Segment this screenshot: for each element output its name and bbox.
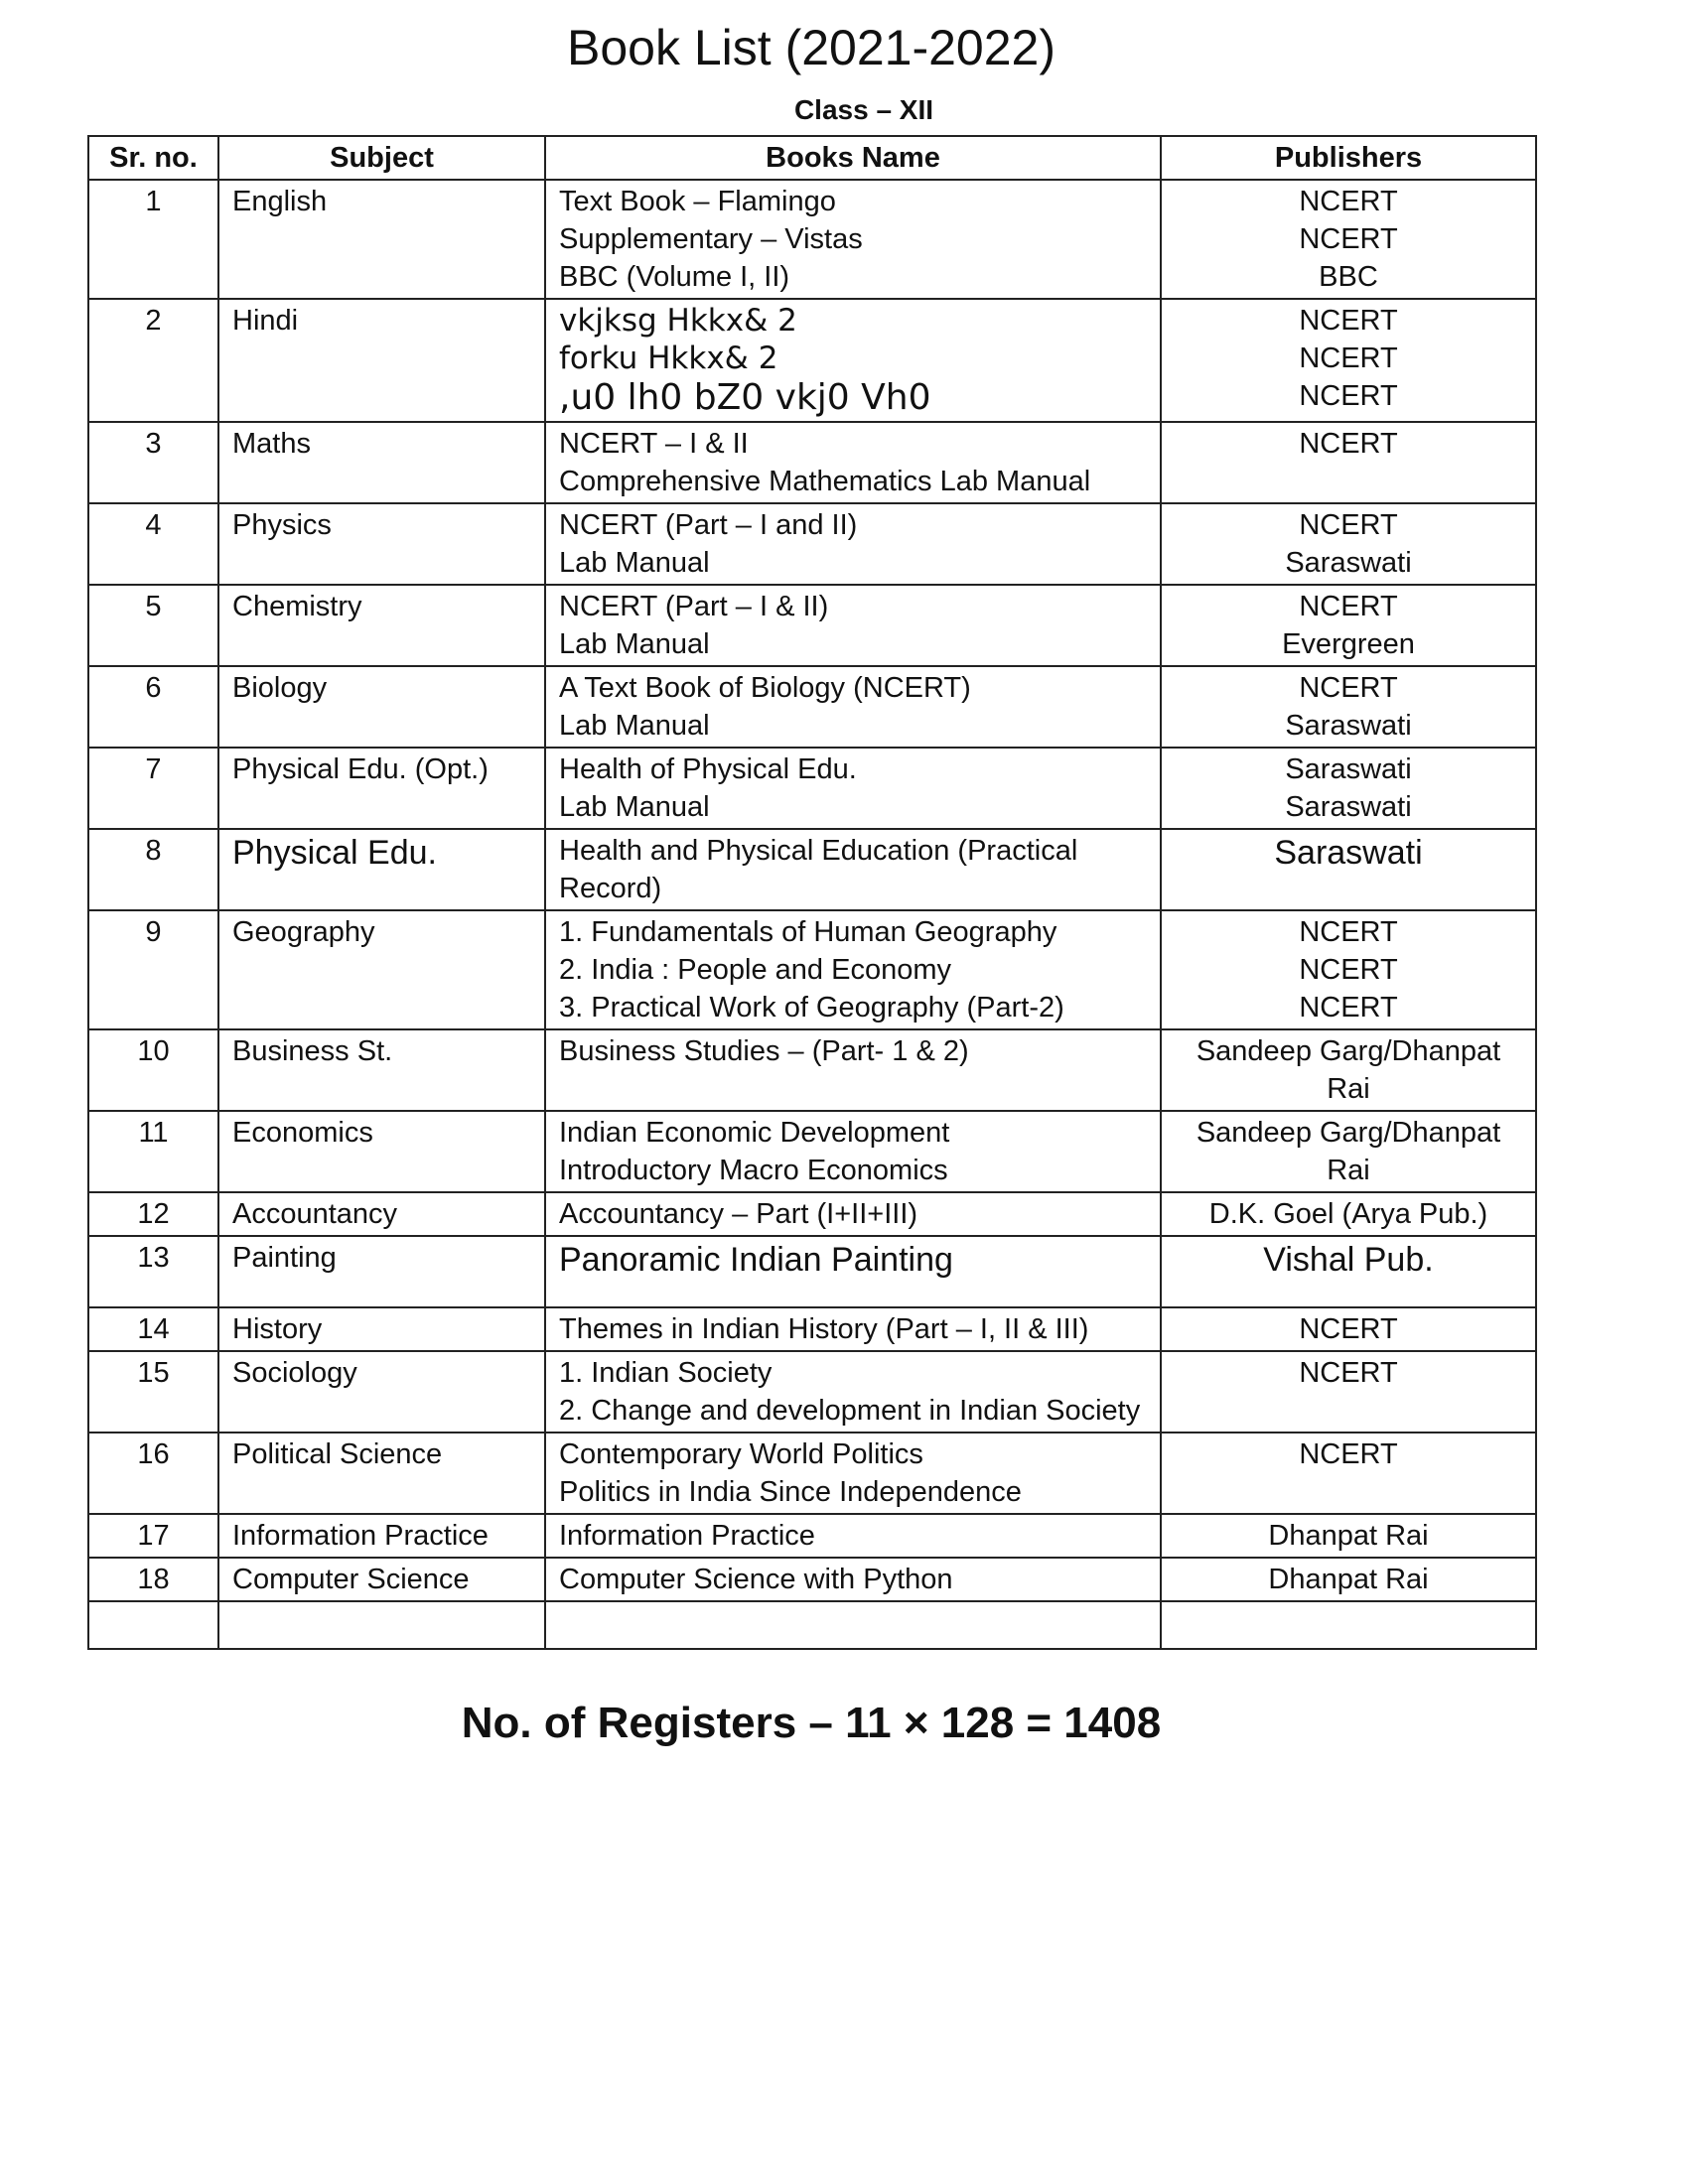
publishers-cell	[1161, 748, 1536, 829]
header-sr-no: Sr. no.	[88, 136, 218, 180]
book-title: NCERT (Part – I and II)	[559, 509, 858, 541]
books-cell	[545, 666, 1161, 748]
empty-cell	[88, 1601, 218, 1649]
sr-no-cell: 8	[88, 829, 218, 910]
publisher-name: Sandeep Garg/Dhanpat Rai	[1196, 1117, 1501, 1186]
publisher-name: NCERT	[1299, 916, 1398, 948]
book-title: A Text Book of Biology (NCERT)	[559, 672, 971, 704]
book-title: Health of Physical Edu.	[559, 753, 857, 785]
book-title: Text Book – Flamingo	[559, 186, 836, 217]
subject-cell: Physical Edu.	[218, 829, 545, 910]
sr-no-cell: 16	[88, 1433, 218, 1514]
publishers-cell	[1161, 1351, 1536, 1433]
sr-no-cell: 4	[88, 503, 218, 585]
publishers-cell	[1161, 503, 1536, 585]
subject-cell: Geography	[218, 910, 545, 1029]
subject-cell: Maths	[218, 422, 545, 503]
book-title: 3. Practical Work of Geography (Part-2)	[559, 992, 1064, 1024]
publisher-name: Saraswati	[1285, 547, 1412, 579]
table-row	[88, 1558, 1536, 1601]
book-title: Contemporary World Politics	[559, 1438, 923, 1470]
publisher-name: Saraswati	[1274, 834, 1423, 872]
publisher-name: Evergreen	[1282, 628, 1415, 660]
book-title: NCERT (Part – I & II)	[559, 591, 829, 622]
publisher-name: NCERT	[1299, 672, 1398, 704]
subject-cell: Painting	[218, 1236, 545, 1307]
publishers-cell	[1161, 1514, 1536, 1558]
publisher-name: NCERT	[1299, 591, 1398, 622]
header-books-name: Books Name	[545, 136, 1161, 180]
subject-cell: Sociology	[218, 1351, 545, 1433]
sr-no-cell: 6	[88, 666, 218, 748]
table-row	[88, 829, 1536, 910]
book-title: Business Studies – (Part- 1 & 2)	[559, 1035, 969, 1067]
table-row	[88, 1236, 1536, 1307]
subject-cell: English	[218, 180, 545, 299]
publisher-name: NCERT	[1299, 380, 1398, 412]
table-row	[88, 422, 1536, 503]
book-title: forku Hkkx& 2	[559, 341, 778, 376]
empty-cell	[218, 1601, 545, 1649]
book-title: Themes in Indian History (Part – I, II & III)	[559, 1313, 1089, 1345]
publisher-name: NCERT	[1299, 992, 1398, 1024]
table-row	[88, 585, 1536, 666]
sr-no-cell: 13	[88, 1236, 218, 1307]
publisher-name: D.K. Goel (Arya Pub.)	[1208, 1198, 1488, 1230]
table-row	[88, 1192, 1536, 1236]
publishers-cell	[1161, 1307, 1536, 1351]
publisher-name: Dhanpat Rai	[1268, 1564, 1429, 1595]
sr-no-cell: 14	[88, 1307, 218, 1351]
publishers-cell	[1161, 1433, 1536, 1514]
book-title: Politics in India Since Independence	[559, 1476, 1022, 1508]
class-label: Class – XII	[793, 94, 934, 125]
subject-cell: Hindi	[218, 299, 545, 422]
books-cell	[545, 1351, 1161, 1433]
table-row	[88, 910, 1536, 1029]
book-title: Introductory Macro Economics	[559, 1155, 948, 1186]
table-row	[88, 1029, 1536, 1111]
empty-cell	[545, 1601, 1161, 1649]
publishers-cell	[1161, 910, 1536, 1029]
books-cell	[545, 503, 1161, 585]
publisher-name: NCERT	[1299, 1313, 1398, 1345]
publisher-name: Vishal Pub.	[1263, 1241, 1434, 1279]
book-title: NCERT – I & II	[559, 428, 749, 460]
table-row	[88, 503, 1536, 585]
sr-no-cell: 12	[88, 1192, 218, 1236]
subject-cell: Information Practice	[218, 1514, 545, 1558]
books-cell	[545, 180, 1161, 299]
books-cell	[545, 1558, 1161, 1601]
publishers-cell	[1161, 1111, 1536, 1192]
publisher-name: NCERT	[1299, 305, 1398, 337]
publisher-name: NCERT	[1299, 954, 1398, 986]
book-title: 1. Fundamentals of Human Geography	[559, 916, 1057, 948]
book-title: Indian Economic Development	[559, 1117, 950, 1149]
publisher-name: BBC	[1319, 261, 1378, 293]
publisher-name: NCERT	[1299, 509, 1398, 541]
books-cell	[545, 299, 1161, 422]
sr-no-cell: 17	[88, 1514, 218, 1558]
publishers-cell	[1161, 666, 1536, 748]
sr-no-cell: 10	[88, 1029, 218, 1111]
subject-cell: Economics	[218, 1111, 545, 1192]
header-publishers: Publishers	[1161, 136, 1536, 180]
subject-cell: Chemistry	[218, 585, 545, 666]
table-row	[88, 666, 1536, 748]
book-title: Panoramic Indian Painting	[559, 1241, 953, 1279]
subject-cell: Computer Science	[218, 1558, 545, 1601]
subject-cell: Accountancy	[218, 1192, 545, 1236]
books-cell	[545, 585, 1161, 666]
subject-cell: History	[218, 1307, 545, 1351]
publisher-name: NCERT	[1299, 428, 1398, 460]
publishers-cell	[1161, 1558, 1536, 1601]
book-title: Lab Manual	[559, 547, 710, 579]
books-cell	[545, 422, 1161, 503]
subject-cell: Biology	[218, 666, 545, 748]
publisher-name: Saraswati	[1285, 753, 1412, 785]
book-title: vkjksg Hkkx& 2	[559, 303, 797, 339]
sr-no-cell: 9	[88, 910, 218, 1029]
publisher-name: Sandeep Garg/Dhanpat Rai	[1196, 1035, 1501, 1105]
books-cell	[545, 910, 1161, 1029]
sr-no-cell: 11	[88, 1111, 218, 1192]
book-title: Supplementary – Vistas	[559, 223, 863, 255]
books-cell	[545, 1192, 1161, 1236]
book-title: Lab Manual	[559, 628, 710, 660]
publishers-cell	[1161, 299, 1536, 422]
sr-no-cell: 2	[88, 299, 218, 422]
publisher-name: NCERT	[1299, 342, 1398, 374]
empty-cell	[1161, 1601, 1536, 1649]
publisher-name: NCERT	[1299, 1438, 1398, 1470]
table-row	[88, 1433, 1536, 1514]
table-row	[88, 180, 1536, 299]
books-cell	[545, 1029, 1161, 1111]
subject-cell: Political Science	[218, 1433, 545, 1514]
publisher-name: NCERT	[1299, 186, 1398, 217]
publisher-name: Dhanpat Rai	[1268, 1520, 1429, 1552]
book-title: 1. Indian Society	[559, 1357, 773, 1389]
table-row	[88, 1111, 1536, 1192]
book-title: Health and Physical Education (Practical Record)	[559, 835, 1078, 904]
header-subject: Subject	[218, 136, 545, 180]
subject-cell: Physics	[218, 503, 545, 585]
table-row-empty	[88, 1601, 1536, 1649]
publisher-name: NCERT	[1299, 223, 1398, 255]
publishers-cell	[1161, 1029, 1536, 1111]
publisher-name: NCERT	[1299, 1357, 1398, 1389]
table-row	[88, 1351, 1536, 1433]
table-row	[88, 299, 1536, 422]
publishers-cell	[1161, 1192, 1536, 1236]
table-row	[88, 1514, 1536, 1558]
book-title: Lab Manual	[559, 710, 710, 742]
sr-no-cell: 15	[88, 1351, 218, 1433]
book-title: 2. India : People and Economy	[559, 954, 951, 986]
book-title: Comprehensive Mathematics Lab Manual	[559, 466, 1091, 497]
page-title: Book List (2021-2022)	[567, 20, 1055, 75]
sr-no-cell: 18	[88, 1558, 218, 1601]
books-cell	[545, 1236, 1161, 1307]
book-list-table	[87, 135, 1537, 1650]
book-title: ,u0 lh0 bZ0 vkj0 Vh0	[559, 377, 931, 418]
books-cell	[545, 829, 1161, 910]
book-title: 2. Change and development in Indian Society	[559, 1395, 1141, 1427]
book-title: Accountancy – Part (I+II+III)	[559, 1198, 918, 1230]
sr-no-cell: 7	[88, 748, 218, 829]
table-header-row	[88, 136, 1536, 180]
books-cell	[545, 748, 1161, 829]
subject-cell: Business St.	[218, 1029, 545, 1111]
publishers-cell	[1161, 1236, 1536, 1307]
book-title: Lab Manual	[559, 791, 710, 823]
publisher-name: Saraswati	[1285, 710, 1412, 742]
table-row	[88, 748, 1536, 829]
book-title: Computer Science with Python	[559, 1564, 953, 1595]
books-cell	[545, 1433, 1161, 1514]
publishers-cell	[1161, 422, 1536, 503]
books-cell	[545, 1514, 1161, 1558]
publishers-cell	[1161, 180, 1536, 299]
sr-no-cell: 3	[88, 422, 218, 503]
table-row	[88, 1307, 1536, 1351]
book-title: Information Practice	[559, 1520, 815, 1552]
registers-note: No. of Registers – 11 × 128 = 1408	[461, 1699, 1162, 1747]
publishers-cell	[1161, 585, 1536, 666]
subject-cell: Physical Edu. (Opt.)	[218, 748, 545, 829]
sr-no-cell: 1	[88, 180, 218, 299]
sr-no-cell: 5	[88, 585, 218, 666]
book-title: BBC (Volume I, II)	[559, 261, 790, 293]
publisher-name: Saraswati	[1285, 791, 1412, 823]
books-cell	[545, 1111, 1161, 1192]
books-cell	[545, 1307, 1161, 1351]
publishers-cell	[1161, 829, 1536, 910]
